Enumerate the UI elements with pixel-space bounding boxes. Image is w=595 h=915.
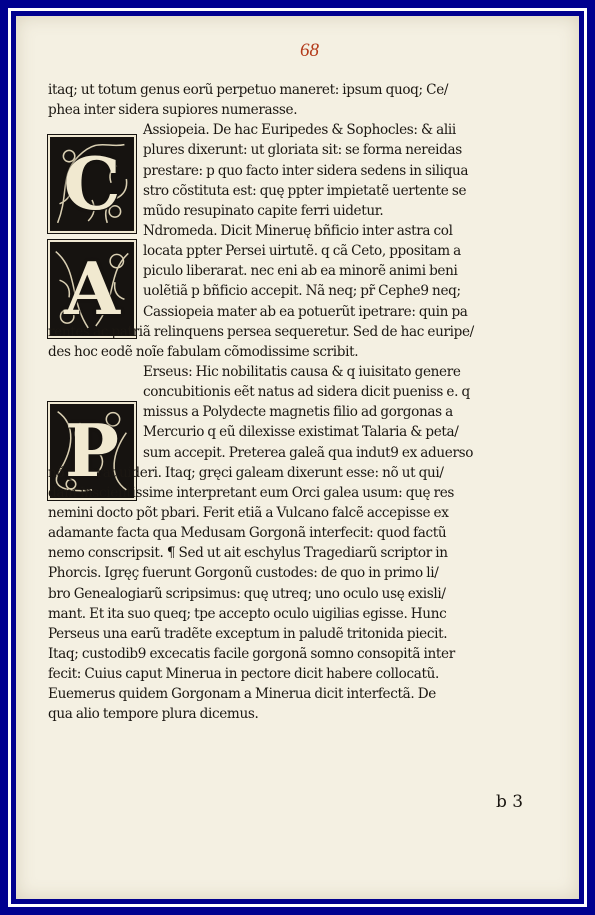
text-line: mant. Et ita suo queq; tpe accepto oculo uigilias egisse. Hunc xyxy=(48,605,447,622)
text-line: nemo conscripsit. ¶ Sed ut ait eschylus Tragediarũ scriptor in xyxy=(48,545,448,562)
text-line: nõ poterat uideri. Itaq; gręci galeam dixerunt esse: nõ ut qui/ xyxy=(48,464,444,481)
text-line: itaq; ut totum genus eorũ perpetuo maneret: ipsum quoq; Ce/ xyxy=(48,82,449,98)
text-line: Euemerus quidem Gorgonam a Minerua dicit interfectã. De xyxy=(48,686,436,703)
text-line: piculo liberarat. nec eni ab ea minorẽ animi beni xyxy=(143,263,458,280)
text-line: mũdo resupinato capite ferri uidetur. xyxy=(143,202,384,219)
text-line: dam inscientissime interpretant eum Orci galea usum: quę res xyxy=(48,484,455,501)
dropcap-letter: C xyxy=(63,141,121,226)
signature-mark: b 3 xyxy=(496,792,524,812)
text-line: prestare: p quo facto inter sidera sedens in siliqua xyxy=(143,162,469,179)
page-number: 68 xyxy=(300,40,319,61)
text-line: uolẽtiã p bñficio accepit. Nã neq; pr̃ Cephe9 neq; xyxy=(143,283,461,300)
text-line: Cassiopeia mater ab ea potuerũt ipetrare: quin pa xyxy=(143,303,468,320)
text-line: phea inter sidera supiores numerasse. xyxy=(48,102,298,119)
text-line: sum accepit. Preterea galeã qua indut9 ex aduerso xyxy=(143,444,474,461)
text-line: nemini docto põt pbari. Ferit etiã a Vulcano falcẽ accepisse ex xyxy=(48,504,449,521)
text-line: concubitionis eẽt natus ad sidera dicit pueniss e. q xyxy=(143,384,470,401)
text-line: Perseus una earũ tradẽte exceptum in paludẽ tritonida piecit. xyxy=(48,625,448,642)
dropcap-letter: P xyxy=(64,408,120,493)
dropcap-letter: A xyxy=(64,246,120,331)
text-line: stro cõstituta est: quę ppter impietatẽ uertente se xyxy=(143,182,467,199)
text-line: Ndromeda. Dicit Mineruę bñficio inter astra col xyxy=(143,222,453,239)
text-line: locata ppter Persei uirtutẽ. q cã Ceto, ppositam a xyxy=(143,243,461,260)
text-line: fecit: Cuius caput Minerua in pectore dicit habere collocatũ. xyxy=(48,666,440,683)
text-line: Phorcis. Igręç fuerunt Gorgonũ custodes: de quo in primo li/ xyxy=(48,565,439,582)
body-text xyxy=(48,80,548,725)
text-line: missus a Polydecte magnetis filio ad gorgonas a xyxy=(143,404,453,421)
book-page xyxy=(16,16,579,899)
text-line: qua alio tempore plura dicemus. xyxy=(48,706,259,723)
text-line: Mercurio q eũ dilexisse existimat Talaria & peta/ xyxy=(143,424,459,441)
text-line: Assiopeia. De hac Euripedes & Sophocles: & alii xyxy=(143,122,456,139)
text-line: plures dixerunt: ut gloriata sit: se forma nereidas xyxy=(143,142,462,159)
text-line: des hoc eodẽ noĩe fabulam cõmodissime scribit. xyxy=(48,343,359,360)
text-line: adamante facta qua Medusam Gorgonã interfecit: quod factũ xyxy=(48,525,447,542)
text-line: rentes ac patriã relinquens persea sequeretur. Sed de hac euripe/ xyxy=(48,323,474,340)
text-line: bro Genealogiarũ scripsimus: quę utreq; uno oculo usę exisli/ xyxy=(48,585,446,602)
text-line: Itaq; custodib9 excecatis facile gorgonã somno consopitã inter xyxy=(48,645,455,662)
text-line: Erseus: Hic nobilitatis causa & q iuisitato genere xyxy=(143,363,461,380)
